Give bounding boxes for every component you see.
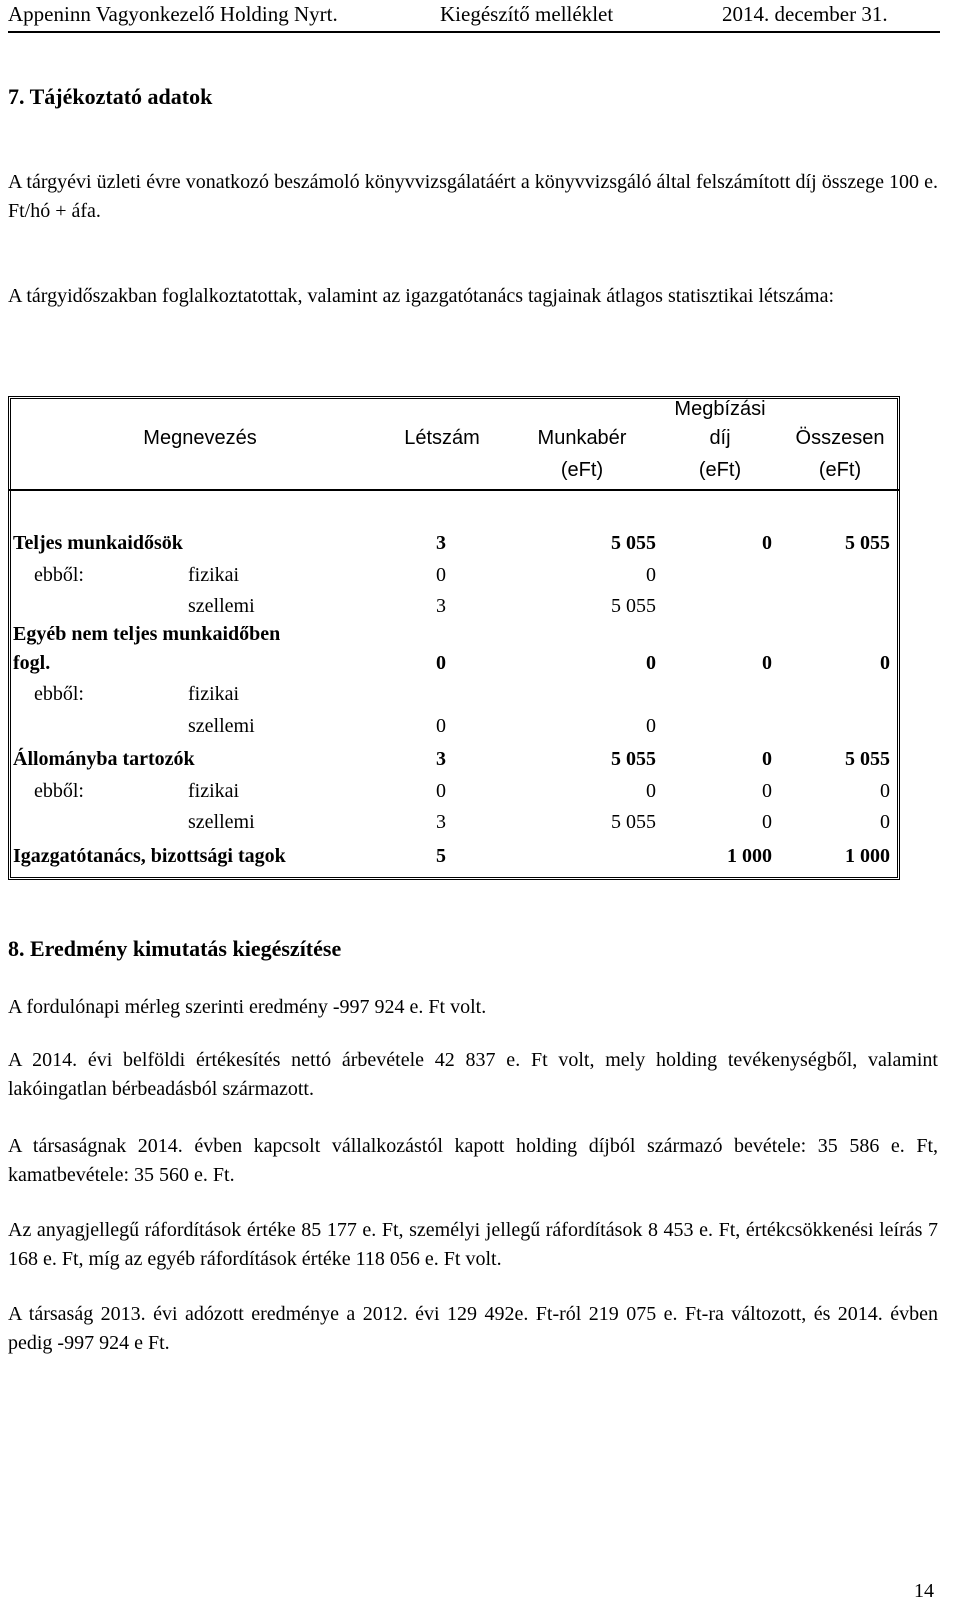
col-header-name: Megnevezés — [143, 427, 257, 449]
section-7-title: 7. Tájékoztató adatok — [8, 84, 213, 109]
section-8-para-4: Az anyagjellegű ráfordítások értéke 85 177 e. Ft, személyi jellegű ráfordítások 8 453 e. Ft, értékcsökkenési leírás 7 168 e. Ft, míg az egyéb ráfordítások értéke 118 056 e. Ft volt. — [8, 1219, 938, 1270]
section-7-para-1: A tárgyévi üzleti évre vonatkozó beszámoló könyvvizsgálatáért a könyvvizsgáló által felszámított díj összege 100 e. Ft/hó + áfa. — [8, 171, 938, 222]
row-total: 5 055 — [845, 748, 890, 770]
row-total: 0 — [880, 780, 890, 802]
header-divider — [8, 31, 940, 33]
col-header-count: Létszám — [404, 427, 480, 449]
row-count: 3 — [436, 532, 446, 554]
col-header-total-line2: (eFt) — [818, 459, 862, 481]
header-company: Appeninn Vagyonkezelő Holding Nyrt. — [8, 2, 338, 26]
row-sub-label: szellemi — [188, 811, 255, 833]
col-header-wage-line1: Munkabér — [537, 427, 627, 449]
row-count: 0 — [436, 715, 446, 737]
row-sub-label: szellemi — [188, 715, 255, 737]
row-count: 0 — [436, 564, 446, 586]
section-8-para-3: A társaságnak 2014. évben kapcsolt vállalkozástól kapott holding díjból származó bevétele: 35 586 e. Ft, kamatbevétele: 35 560 e. Ft. — [8, 1135, 938, 1186]
row-label: Igazgatótanács, bizottsági tagok — [13, 845, 286, 867]
row-count: 0 — [436, 780, 446, 802]
section-8-para-5: A társaság 2013. évi adózott eredménye a 2012. évi 129 492e. Ft-ról 219 075 e. Ft-ra változott, és 2014. évben pedig -997 924 e Ft. — [8, 1303, 938, 1354]
header-doc-title: Kiegészítő melléklet — [440, 2, 614, 26]
row-sub-label: fizikai — [188, 780, 240, 802]
row-count: 5 — [436, 845, 446, 867]
col-header-fee-line1: Megbízási — [674, 398, 766, 420]
row-sub-label: fizikai — [188, 683, 240, 705]
page-header — [0, 2, 960, 30]
row-label: ebből: — [34, 683, 84, 705]
col-header-fee-line3: (eFt) — [698, 459, 742, 481]
section-7-para-2: A tárgyidőszakban foglalkoztatottak, valamint az igazgatótanács tagjainak átlagos statisztikai létszáma: — [8, 285, 835, 307]
row-total: 0 — [880, 652, 890, 674]
row-sub-label: fizikai — [188, 564, 240, 586]
row-wage: 0 — [646, 780, 656, 802]
row-fee: 0 — [762, 811, 772, 833]
row-wage: 5 055 — [611, 748, 656, 770]
col-header-total-line1: Összesen — [795, 427, 885, 449]
section-8-para-1: A fordulónapi mérleg szerinti eredmény -997 924 e. Ft volt. — [8, 996, 487, 1018]
row-label: Teljes munkaidősök — [13, 532, 183, 554]
row-fee: 0 — [762, 532, 772, 554]
row-fee: 0 — [762, 780, 772, 802]
row-count: 3 — [436, 595, 446, 617]
row-count: 0 — [436, 652, 446, 674]
row-count: 3 — [436, 748, 446, 770]
row-total: 5 055 — [845, 532, 890, 554]
section-8-para-2: A 2014. évi belföldi értékesítés nettó árbevétele 42 837 e. Ft volt, mely holding tevékenységből, valamint lakóingatlan bérbeadásból származott. — [8, 1049, 938, 1100]
row-wage: 0 — [646, 715, 656, 737]
row-fee: 0 — [762, 748, 772, 770]
row-wage: 5 055 — [611, 532, 656, 554]
header-date: 2014. december 31. — [722, 2, 888, 26]
table-header-divider — [8, 489, 900, 491]
row-wage: 5 055 — [611, 811, 656, 833]
row-label: Állományba tartozók — [13, 748, 195, 770]
row-wage: 5 055 — [611, 595, 656, 617]
row-label: Egyéb nem teljes munkaidőben — [13, 623, 281, 645]
row-label-cont: fogl. — [13, 652, 51, 674]
row-sub-label: szellemi — [188, 595, 255, 617]
row-total: 1 000 — [845, 845, 890, 867]
row-wage: 0 — [646, 564, 656, 586]
row-fee: 1 000 — [727, 845, 772, 867]
row-count: 3 — [436, 811, 446, 833]
col-header-fee-line2: díj — [709, 427, 731, 449]
row-fee: 0 — [762, 652, 772, 674]
row-wage: 0 — [646, 652, 656, 674]
row-total: 0 — [880, 811, 890, 833]
page-number: 14 — [914, 1580, 934, 1602]
row-label: ebből: — [34, 564, 84, 586]
section-8-title: 8. Eredmény kimutatás kiegészítése — [8, 936, 342, 961]
row-label: ebből: — [34, 780, 84, 802]
col-header-wage-line2: (eFt) — [560, 459, 604, 481]
